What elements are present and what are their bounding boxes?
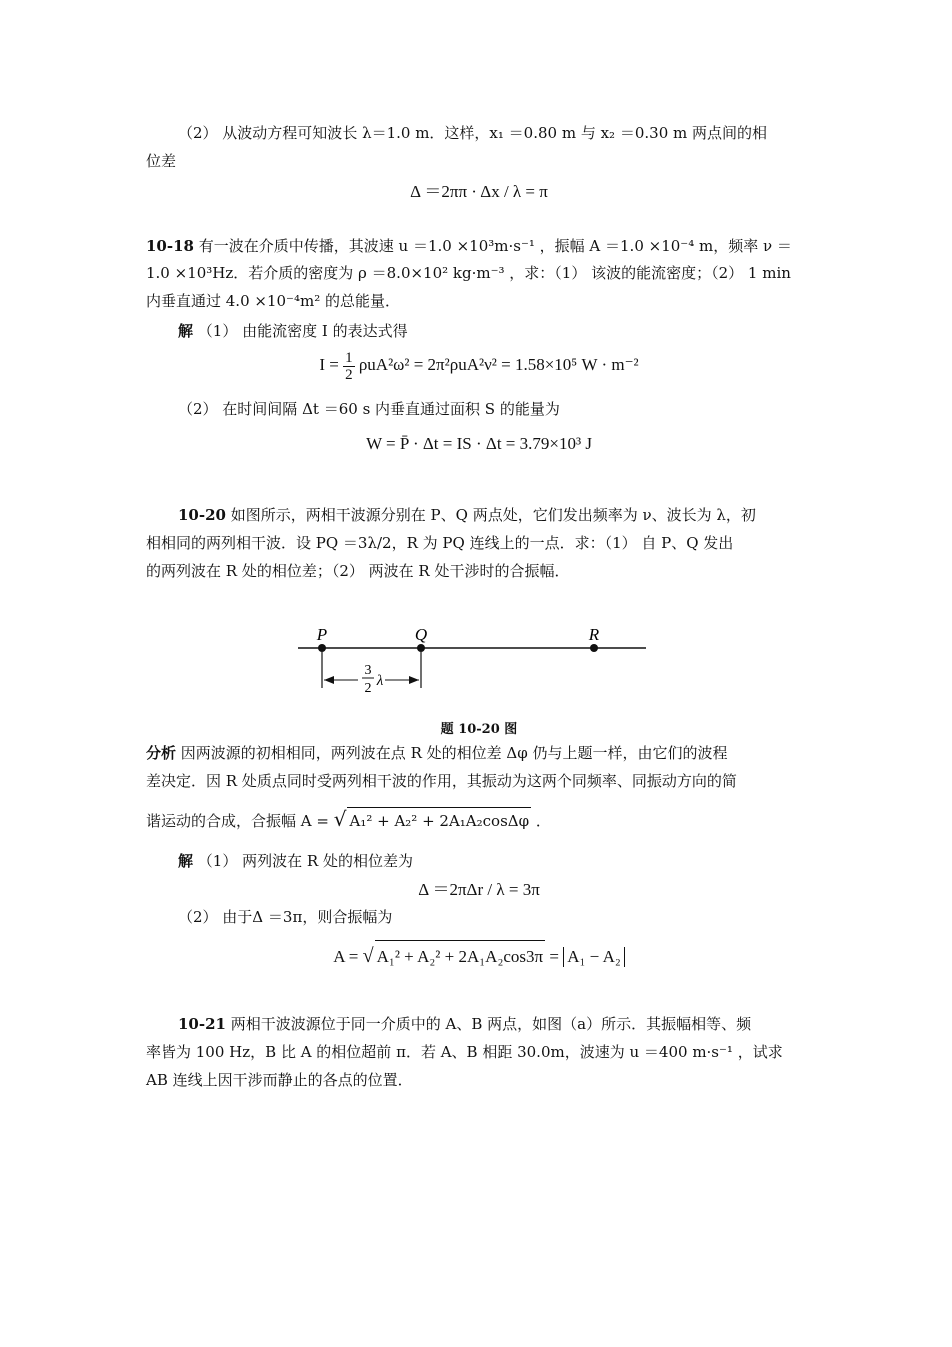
sqrt-expression: A₁² + A₂² + 2A₁A₂cosΔφ xyxy=(347,807,531,835)
dimension-denominator: 2 xyxy=(364,681,372,696)
paragraph-line: （2） 从波动方程可知波长 λ＝1.0 m．这样，x₁ ＝0.80 m 与 x₂ ＝0.30 m 两点间的相 xyxy=(178,124,768,142)
solution-text: （1） 由能流密度 I 的表达式得 xyxy=(197,322,408,340)
analysis-text: ． xyxy=(535,812,551,830)
equation-total-energy: W = P̄ · Δt = IS · Δt = 3.79×10³ J xyxy=(366,434,592,453)
equation-lhs: I = xyxy=(319,355,339,374)
equals-sign: = xyxy=(549,947,559,966)
problem-10-21-line xyxy=(146,1011,812,1038)
solution-text: （2） 由于Δ ＝3π，则合振幅为 xyxy=(178,908,393,926)
figure-caption: 题 10-20 图 xyxy=(440,722,518,737)
problem-text: 的两列波在 R 处的相位差；（2） 两波在 R 处干涉时的合振幅． xyxy=(146,562,570,580)
problem-text: 两相干波波源位于同一介质中的 A、B 两点，如图（a）所示．其振幅相等、频 xyxy=(230,1015,752,1033)
label-q: Q xyxy=(414,625,428,644)
paragraph-line: 位差 xyxy=(146,152,177,170)
wave-source-diagram xyxy=(0,620,952,700)
analysis-text: 因两波源的初相相同，两列波在点 R 处的相位差 Δφ 仍与上题一样，由它们的波程 xyxy=(180,744,728,762)
radical-sign-icon: √ xyxy=(362,945,374,967)
equation-phase-difference: Δ ＝2ππ · Δx / λ = π xyxy=(410,182,548,201)
problem-10-18-line xyxy=(146,233,812,260)
solution-line xyxy=(146,318,812,345)
equation-phase-difference: Δ ＝2πΔr / λ = 3π xyxy=(418,880,540,899)
solution-text: （2） 在时间间隔 Δt ＝60 s 内垂直通过面积 S 的能量为 xyxy=(178,400,560,418)
problem-text: 内垂直通过 4.0 ×10⁻⁴m² 的总能量． xyxy=(146,292,400,310)
radical-sign-icon: √ xyxy=(333,807,347,831)
solution-text: （1） 两列波在 R 处的相位差为 xyxy=(197,852,413,870)
fraction-numerator: 1 xyxy=(345,349,353,366)
problem-text: 有一波在介质中传播，其波速 u ＝1.0 ×10³m·s⁻¹ ，振幅 A ＝1.0 ×10⁻⁴ m，频率 ν ＝ xyxy=(198,237,792,255)
analysis-text: 差决定．因 R 处质点同时受两列相干波的作用，其振动为这两个同频率、同振动方向的简 xyxy=(146,772,737,790)
problem-number: 10-21 xyxy=(178,1015,226,1033)
analysis-line xyxy=(146,806,812,835)
analysis-label: 分析 xyxy=(146,744,177,762)
problem-10-20-line xyxy=(146,502,812,529)
problem-number: 10-20 xyxy=(178,506,226,524)
analysis-line xyxy=(146,740,812,767)
problem-text: 相相同的两列相干波．设 PQ ＝3λ/2，R 为 PQ 连线上的一点．求：（1） 自 P、Q 发出 xyxy=(146,534,734,552)
dimension-numerator: 3 xyxy=(364,663,372,678)
problem-number: 10-18 xyxy=(146,237,194,255)
arrowhead-right-icon xyxy=(409,676,419,684)
point-r xyxy=(590,644,598,652)
solution-label: 解 xyxy=(178,852,194,870)
equation-rhs: ρuA²ω² = 2π²ρuA²ν² = 1.58×10⁵ W · m⁻² xyxy=(358,355,639,374)
sqrt-expression: A₁² + A₂² + 2A₁A₂cos3π xyxy=(375,940,546,973)
analysis-text: 谐运动的合成，合振幅 A = xyxy=(146,812,329,830)
problem-text: 率皆为 100 Hz，B 比 A 的相位超前 π．若 A、B 相距 30.0m，波速为 u ＝400 m·s⁻¹ ，试求 xyxy=(146,1043,783,1061)
arrowhead-left-icon xyxy=(324,676,334,684)
equation-lhs: A = xyxy=(333,947,359,966)
fraction xyxy=(343,350,355,383)
label-p: P xyxy=(316,625,328,644)
problem-text: 1.0 ×10³Hz．若介质的密度为 ρ ＝8.0×10² kg·m⁻³ ，求：（1） 该波的能流密度；（2） 1 min xyxy=(146,264,791,282)
problem-text: 如图所示，两相干波源分别在 P、Q 两点处，它们发出频率为 ν、波长为 λ，初 xyxy=(230,506,756,524)
equation-energy-flux xyxy=(146,348,812,383)
problem-text: AB 连线上因干涉而静止的各点的位置． xyxy=(146,1071,413,1089)
dimension-unit: λ xyxy=(376,673,384,689)
solution-label: 解 xyxy=(178,322,194,340)
absolute-value: A₁ − A₂ xyxy=(563,947,625,967)
solution-line xyxy=(146,848,812,875)
equation-amplitude xyxy=(146,940,812,973)
label-r: R xyxy=(588,625,600,644)
point-p xyxy=(318,644,326,652)
fraction-denominator: 2 xyxy=(345,366,353,383)
point-q xyxy=(417,644,425,652)
